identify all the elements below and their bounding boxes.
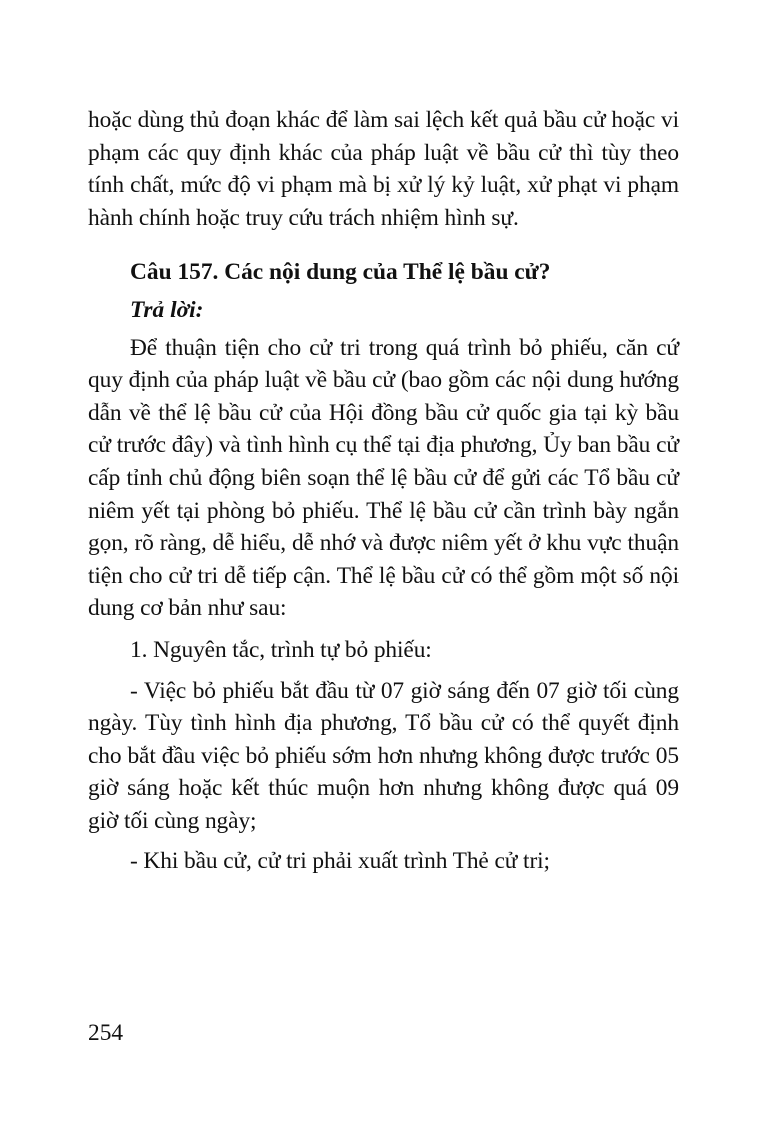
continuation-paragraph: hoặc dùng thủ đoạn khác để làm sai lệch kết quả bầu cử hoặc vi phạm các quy định khác của pháp luật về bầu cử thì tùy theo tính chất, mức độ vi phạm mà bị xử lý kỷ luật, xử phạt vi phạm hành chính hoặc truy cứu trách nhiệm hình sự. (88, 107, 679, 231)
intro-paragraph: Để thuận tiện cho cử tri trong quá trình bỏ phiếu, căn cứ quy định của pháp luật về bầu cử (bao gồm các nội dung hướng dẫn về thể lệ bầu cử của Hội đồng bầu cử quốc gia tại kỳ bầu cử trước đây) và tình hình cụ thể tại địa phương, Ủy ban bầu cử cấp tỉnh chủ động biên soạn thể lệ bầu cử để gửi các Tổ bầu cử niêm yết tại phòng bỏ phiếu. Thể lệ bầu cử cần trình bày ngắn gọn, rõ ràng, dễ hiểu, dễ nhớ và được niêm yết ở khu vực thuận tiện cho cử tri dễ tiếp cận. Thể lệ bầu cử có thể gồm một số nội dung cơ bản như sau: (88, 334, 679, 622)
page-number: 254 (88, 1020, 124, 1046)
section-title: 1. Nguyên tắc, trình tự bỏ phiếu: (130, 636, 432, 663)
question-heading: Câu 157. Các nội dung của Thể lệ bầu cử? (130, 259, 551, 286)
answer-label: Trả lời: (130, 296, 204, 323)
bullet-item: - Khi bầu cử, cử tri phải xuất trình Thẻ cử tri; (130, 848, 550, 875)
page-body (88, 104, 679, 878)
bullet-item: - Việc bỏ phiếu bắt đầu từ 07 giờ sáng đến 07 giờ tối cùng ngày. Tùy tình hình địa phương, Tổ bầu cử có thể quyết định cho bắt đầu việc bỏ phiếu sớm hơn nhưng không được trước 05 giờ sáng hoặc kết thúc muộn hơn nhưng không được quá 09 giờ tối cùng ngày; (88, 677, 679, 834)
